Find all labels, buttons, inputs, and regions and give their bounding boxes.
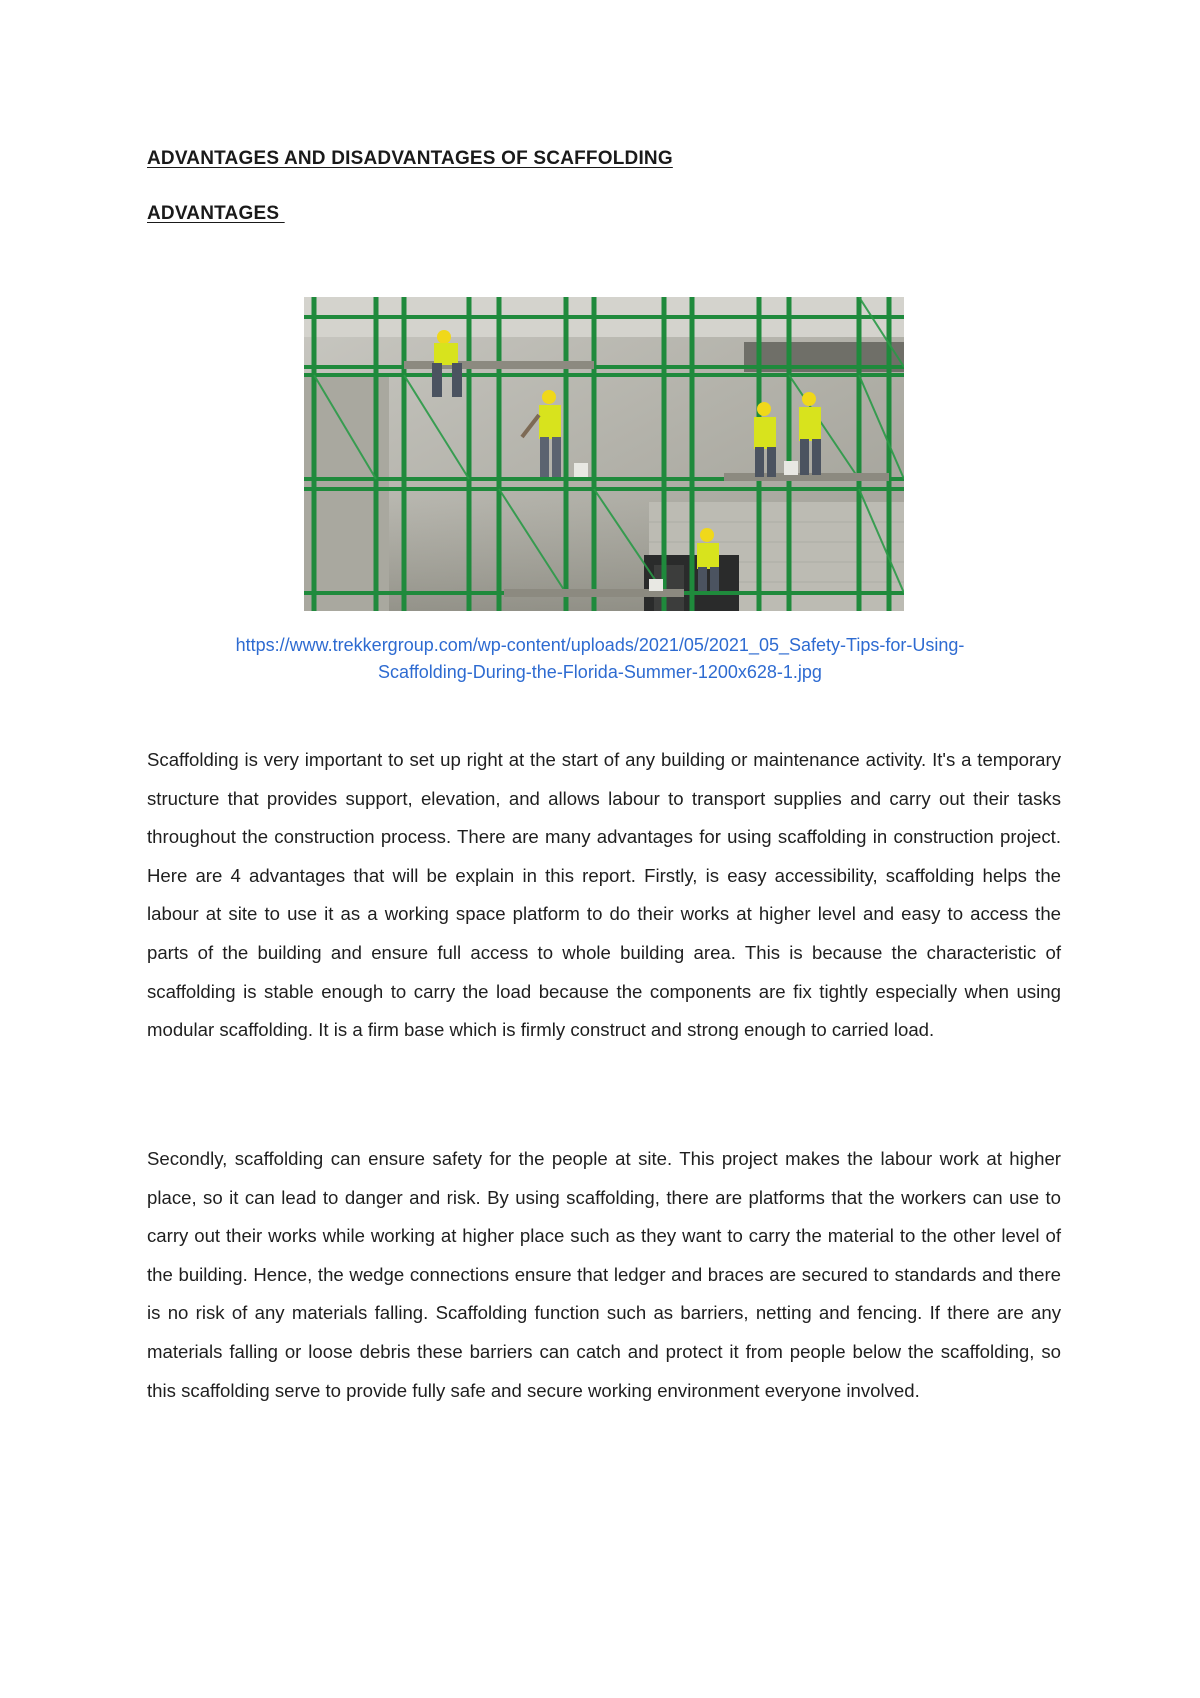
section-heading-advantages: ADVANTAGES	[147, 203, 285, 224]
image-source-link-line2[interactable]: Scaffolding-During-the-Florida-Summer-1200x628-1.jpg	[378, 662, 822, 682]
image-source-link-line1[interactable]: https://www.trekkergroup.com/wp-content/uploads/2021/05/2021_05_Safety-Tips-for-Using-	[235, 635, 965, 655]
document-title: ADVANTAGES AND DISADVANTAGES OF SCAFFOLDING	[147, 148, 673, 169]
paragraph-safety: Secondly, scaffolding can ensure safety for the people at site. This project makes the labour work at higher place, so it can lead to danger and risk. By using scaffolding, there are platforms that the workers can use to carry out their works while working at higher place such as they want to carry the material to the other level of the building. Hence, the wedge connections ensure that ledger and braces are secured to standards and there is no risk of any materials falling. Scaffolding function such as barriers, netting and fencing. If there are any materials falling or loose debris these barriers can catch and protect it from people below the scaffolding, so this scaffolding serve to provide fully safe and secure working environment everyone involved.	[147, 1148, 1061, 1401]
scaffolding-photo	[304, 297, 904, 611]
paragraph-intro-accessibility: Scaffolding is very important to set up right at the start of any building or maintenance activity. It's a temporary structure that provides support, elevation, and allows labour to transport supplies and carry out their tasks throughout the construction process. There are many advantages for using scaffolding in construction project. Here are 4 advantages that will be explain in this report. Firstly, is easy accessibility, scaffolding helps the labour at site to use it as a working space platform to do their works at higher level and easy to access the parts of the building and ensure full access to whole building area. This is because the characteristic of scaffolding is stable enough to carry the load because the components are fix tightly especially when using modular scaffolding. It is a firm base which is firmly construct and strong enough to carried load.	[147, 749, 1061, 1041]
image-source-link[interactable]	[140, 632, 1060, 686]
